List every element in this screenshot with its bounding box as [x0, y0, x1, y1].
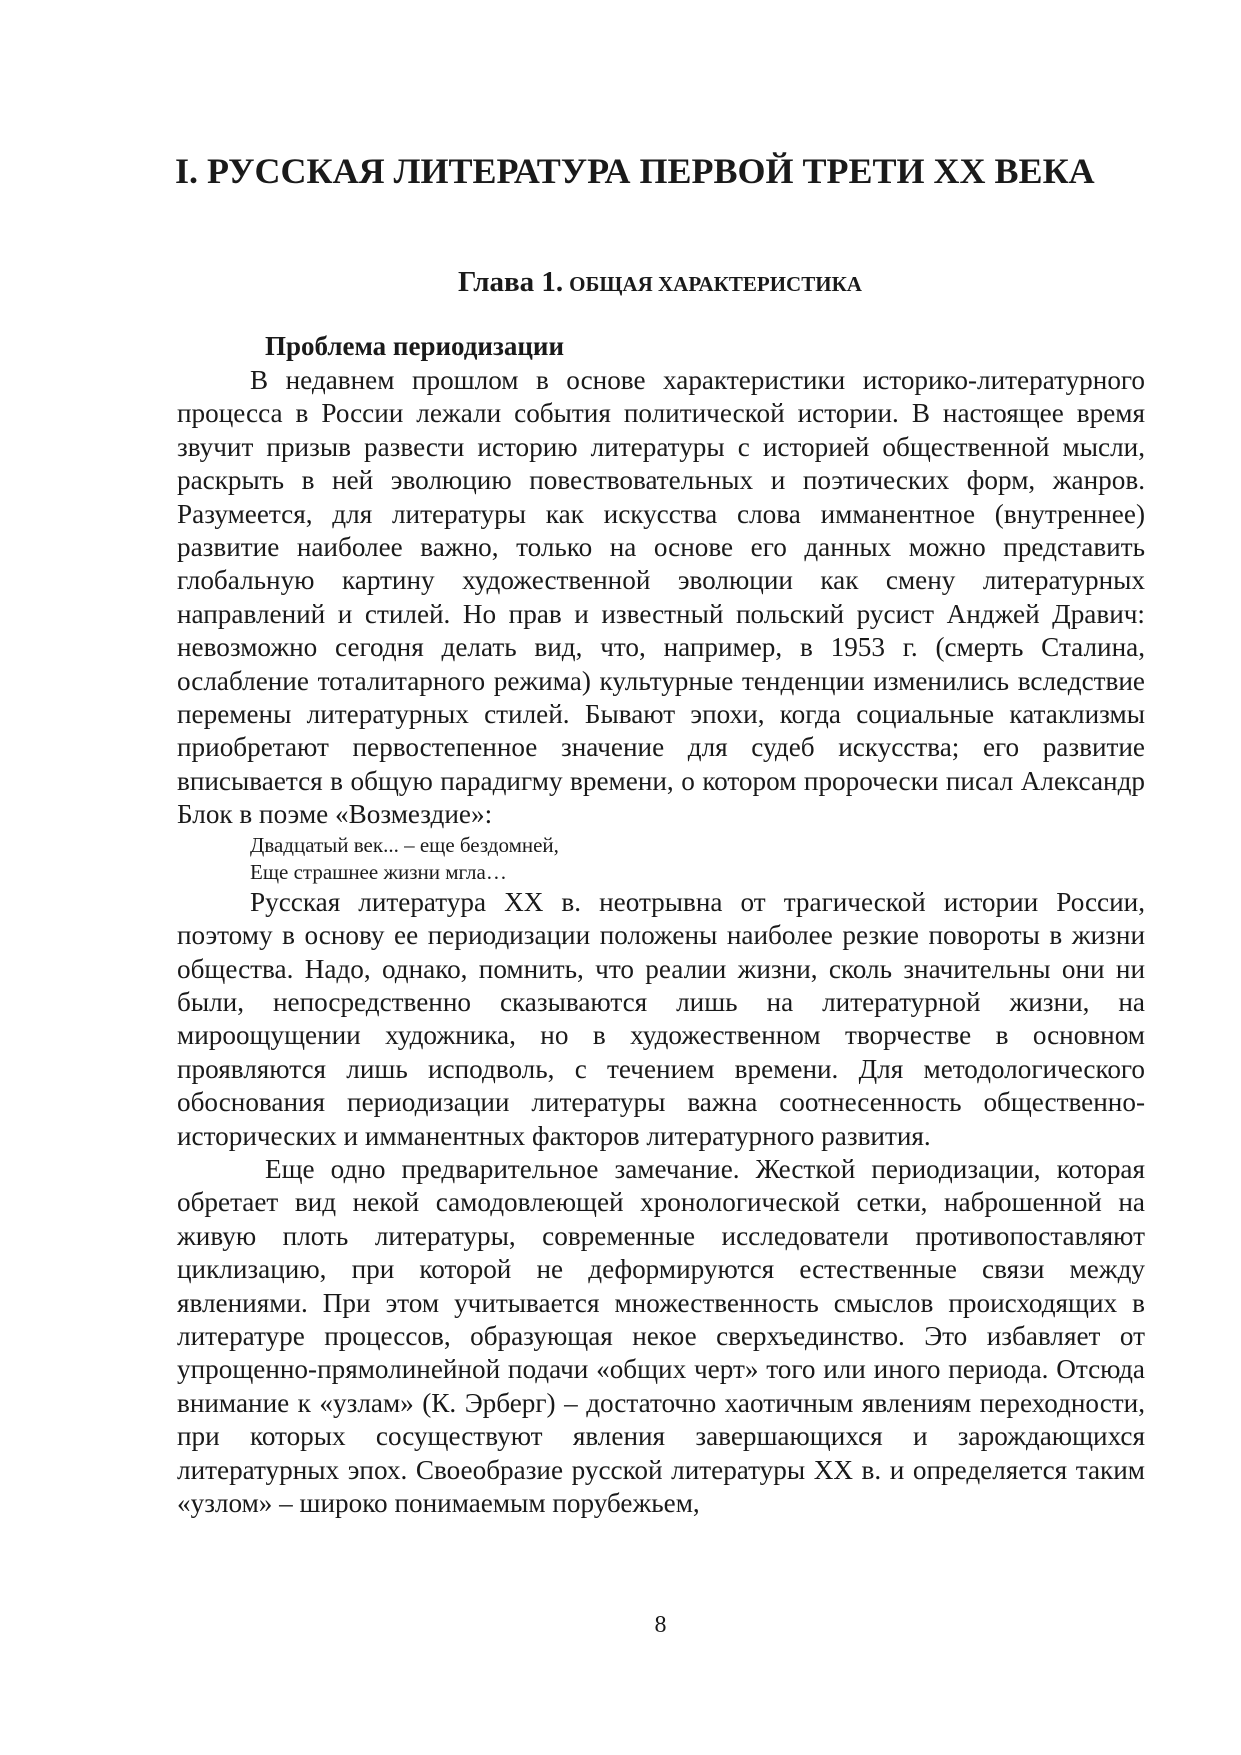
paragraph-2: Русская литература XX в. неотрывна от трагической истории России, поэтому в основу ее периодизации положены наиболее резкие повороты в жизни общества. Надо, однако, помнить, что реалии жизни, сколь значительны они ни были, непосредственно сказываются лишь на литературной жизни, на мироощущении художника, но в художественном творчестве в основном проявляются лишь исподволь, с течением времени. Для методологического обоснования периодизации литературы важна соотнесенность общественно-исторических и имманентных факторов литературного развития.: [177, 886, 1145, 1151]
page-number: 8: [654, 1612, 667, 1638]
part-title: I. РУССКАЯ ЛИТЕРАТУРА ПЕРВОЙ ТРЕТИ XX ВЕКА: [175, 151, 1095, 191]
chapter-title: [175, 262, 1145, 304]
section-title: Проблема периодизации: [265, 331, 565, 361]
poem-line-2: Еще страшнее жизни мгла…: [250, 859, 507, 884]
poem-quote: [177, 832, 1145, 886]
paragraph-3: Еще одно предварительное замечание. Жесткой периодизации, которая обретает вид некой самодовлеющей хронологической сетки, наброшенной на живую плоть литературы, современные исследователи противопоставляют циклизацию, при которой не деформируются естественные связи между явлениями. При этом учитывается множественность смыслов происходящих в литературе процессов, образующая некое сверхъединство. Это избавляет от упрощенно-прямолинейной подачи «общих черт» того или иного периода. Отсюда внимание к «узлам» (К. Эрберг) – достаточно хаотичным явлениям переходности, при которых сосуществуют явления завершающихся и зарождающихся литературных эпох. Своеобразие русской литературы XX в. и определяется таким «узлом» – широко понимаемым порубежьем,: [177, 1153, 1145, 1518]
body-text: [177, 364, 1145, 1520]
poem-line-1: Двадцатый век... – еще бездомней,: [250, 832, 559, 857]
chapter-name: ОБЩАЯ ХАРАКТЕРИСТИКА: [569, 272, 862, 296]
chapter-number: Глава 1.: [458, 266, 564, 298]
paragraph-1: В недавнем прошлом в основе характеристики историко-литературного процесса в России лежали события политической истории. В настоящее время звучит призыв развести историю литературы с историей общественной мысли, раскрыть в ней эволюцию повествовательных и поэтических форм, жанров. Разумеется, для литературы как искусства слова имманентное (внутреннее) развитие наиболее важно, только на основе его данных можно представить глобальную картину художественной эволюции как смену литературных направлений и стилей. Но прав и известный польский русист Анджей Дравич: невозможно сегодня делать вид, что, например, в 1953 г. (смерть Сталина, ослабление тоталитарного режима) культурные тенденции изменились вследствие перемены литературных стилей. Бывают эпохи, когда социальные катаклизмы приобретают первостепенное значение для судеб искусства; его развитие вписывается в общую парадигму времени, о котором пророчески писал Александр Блок в поэме «Возмездие»:: [177, 365, 1145, 830]
